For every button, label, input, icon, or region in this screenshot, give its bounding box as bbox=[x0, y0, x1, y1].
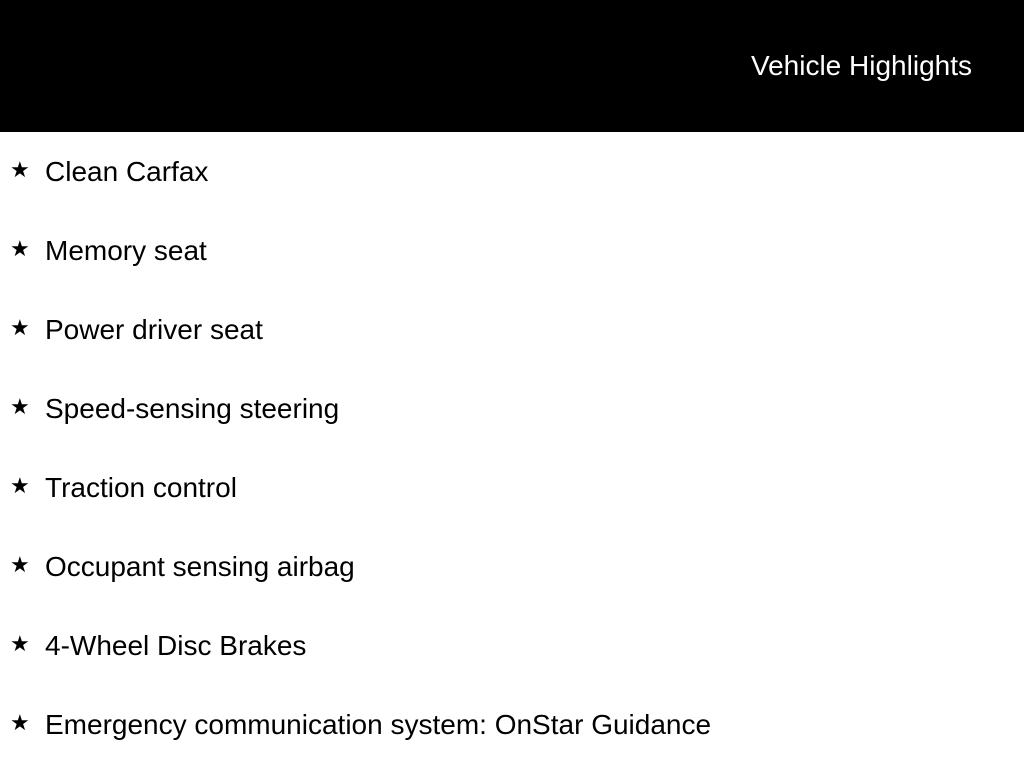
star-icon: ★ bbox=[10, 710, 30, 735]
highlight-label: Power driver seat bbox=[45, 314, 263, 345]
highlight-label: Clean Carfax bbox=[45, 156, 209, 187]
list-item bbox=[0, 527, 1024, 606]
list-item bbox=[0, 606, 1024, 685]
star-icon: ★ bbox=[10, 394, 30, 419]
highlight-label: Emergency communication system: OnStar Guidance bbox=[45, 709, 712, 740]
list-item bbox=[0, 448, 1024, 527]
list-item bbox=[0, 132, 1024, 211]
highlight-label: Speed-sensing steering bbox=[45, 393, 340, 424]
list-item bbox=[0, 290, 1024, 369]
highlight-label: Occupant sensing airbag bbox=[45, 551, 355, 582]
page-title: Vehicle Highlights bbox=[750, 50, 972, 81]
list-item bbox=[0, 369, 1024, 448]
star-icon: ★ bbox=[10, 552, 30, 577]
highlight-label: Memory seat bbox=[45, 235, 207, 266]
list-item bbox=[0, 685, 1024, 764]
star-icon: ★ bbox=[10, 157, 30, 182]
star-icon: ★ bbox=[10, 631, 30, 656]
highlight-label: 4-Wheel Disc Brakes bbox=[45, 630, 307, 661]
list-item bbox=[0, 211, 1024, 290]
star-icon: ★ bbox=[10, 315, 30, 340]
star-icon: ★ bbox=[10, 236, 30, 261]
highlight-label: Traction control bbox=[45, 472, 237, 503]
star-icon: ★ bbox=[10, 473, 30, 498]
highlights-list bbox=[0, 132, 1024, 764]
header-bar bbox=[0, 0, 1024, 132]
